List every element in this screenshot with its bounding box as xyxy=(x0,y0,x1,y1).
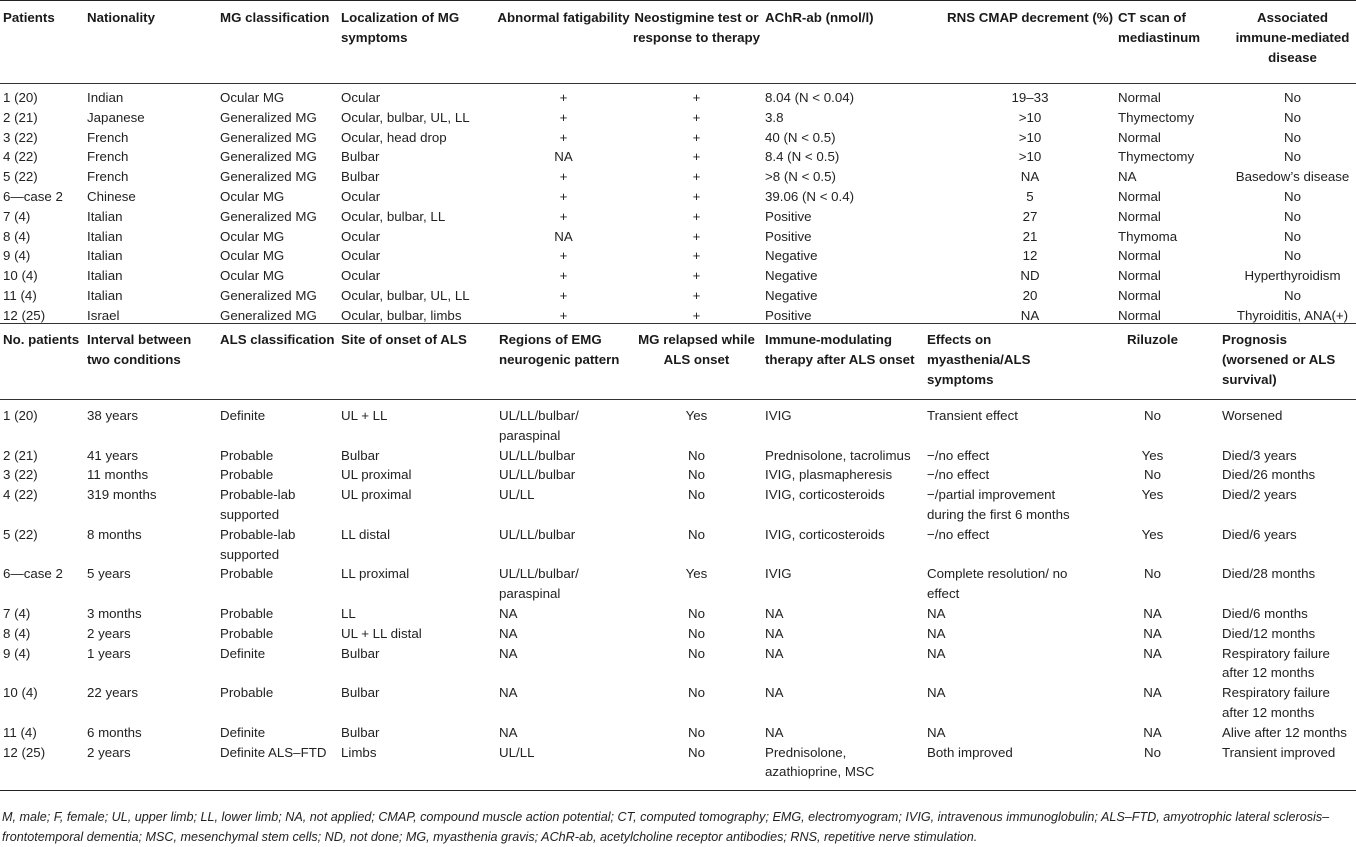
table-cell: >8 (N < 0.5) xyxy=(765,169,836,185)
table-cell: 8.4 (N < 0.5) xyxy=(765,149,840,165)
table-cell: 2 years xyxy=(84,743,217,791)
table-cell: Italian xyxy=(87,287,123,303)
table-row xyxy=(0,207,1356,227)
table-cell: Probable-lab supported xyxy=(220,487,296,522)
table-cell: + xyxy=(692,109,701,125)
table-row xyxy=(0,485,1356,525)
table-cell: 4 (22) xyxy=(3,487,38,503)
table-cell: LL distal xyxy=(341,526,391,542)
table-cell: Japanese xyxy=(87,109,145,125)
table-cell: NA xyxy=(765,724,784,740)
table-cell: No xyxy=(688,467,705,483)
table-cell: Generalized MG xyxy=(220,169,317,185)
table-cell: −/no effect xyxy=(927,447,990,463)
table-cell: Bulbar xyxy=(341,724,380,740)
table-cell: 3 (22) xyxy=(3,129,38,145)
table-cell: NA xyxy=(927,645,946,661)
table-cell: Yes xyxy=(685,566,708,582)
table-cell: 1 (20) xyxy=(3,90,38,105)
table-cell: Normal xyxy=(1118,248,1161,264)
table-row xyxy=(0,147,1356,167)
header-cell: Regions of EMG neurogenic pattern xyxy=(496,324,631,400)
table-cell: Italian xyxy=(87,228,123,244)
table-cell: NA xyxy=(765,625,784,641)
table-cell: 11 (4) xyxy=(3,724,37,740)
table-row xyxy=(0,108,1356,128)
table-cell: Normal xyxy=(1118,90,1161,105)
table-cell: 38 years xyxy=(87,408,138,423)
table-cell: Ocular xyxy=(341,90,381,105)
header-cell: Immune-modulating therapy after ALS onset xyxy=(762,324,924,400)
table-cell: + xyxy=(559,188,568,204)
header-cell: Neostigmine test or response to therapy xyxy=(631,1,762,84)
table-cell: + xyxy=(559,307,568,323)
als-characteristics-table xyxy=(0,323,1356,791)
table-cell: Ocular, bulbar, LL xyxy=(341,208,446,224)
table-cell: Transient effect xyxy=(927,408,1018,423)
table-cell: Died/3 years xyxy=(1222,447,1297,463)
table-cell: Died/12 months xyxy=(1222,625,1316,641)
table-cell: Bulbar xyxy=(341,169,380,185)
table-cell: + xyxy=(692,248,701,264)
table-cell: 8 months xyxy=(87,526,142,542)
table-cell: French xyxy=(87,169,129,185)
table-cell: + xyxy=(559,129,568,145)
table-cell: 319 months xyxy=(87,487,157,503)
table-cell: 8 (4) xyxy=(3,625,31,641)
table-cell: Probable xyxy=(220,566,274,582)
table-cell: Worsened xyxy=(1222,408,1283,423)
table-cell: No xyxy=(1284,109,1301,125)
table-cell: −/partial improvement during the first 6 months xyxy=(927,487,1070,522)
table-row xyxy=(0,84,1356,108)
table-cell: + xyxy=(692,169,701,185)
table-cell: + xyxy=(692,228,701,244)
header-cell: Patients xyxy=(0,1,84,84)
table-cell: 1 years xyxy=(87,645,131,661)
table-cell: Negative xyxy=(765,248,818,264)
table-footnote: M, male; F, female; UL, upper limb; LL, lower limb; NA, not applied; CMAP, compound muscle action potential; CT, computed tomography; EMG, electromyogram; IVIG, intravenous immunoglobulin; ALS–FTD, amyotrophic lateral sclerosis–frontotemporal dementia; MSC, mesenchymal stem cells; ND, not done; MG, myasthenia gravis; AChR-ab, acetylcholine receptor antibodies; RNS, repetitive nerve stimulation. xyxy=(2,810,1330,844)
header-cell: RNS CMAP decrement (%) xyxy=(945,1,1115,84)
table-cell: NA xyxy=(765,685,784,701)
table-cell: Ocular, head drop xyxy=(341,129,447,145)
table-cell: 6—case 2 xyxy=(3,566,63,582)
header-cell: Site of onset of ALS xyxy=(338,324,496,400)
table-cell: 12 xyxy=(1022,248,1038,264)
table-cell: French xyxy=(87,149,129,165)
table-cell: Normal xyxy=(1118,307,1161,323)
table-cell: >10 xyxy=(1018,149,1042,165)
table-cell: 9 (4) xyxy=(3,248,31,264)
table-cell: 12 (25) xyxy=(3,307,46,323)
table-cell: NA xyxy=(927,625,946,641)
table-cell: Normal xyxy=(1118,129,1161,145)
table-cell: No xyxy=(1086,743,1219,791)
table-cell: 39.06 (N < 0.4) xyxy=(765,188,855,204)
table-cell: Died/6 months xyxy=(1222,605,1308,621)
table-cell: 7 (4) xyxy=(3,605,31,621)
table-cell: Died/28 months xyxy=(1222,566,1316,582)
table-cell: Yes xyxy=(1141,526,1164,542)
table-cell: NA xyxy=(499,605,518,621)
table-cell: Alive after 12 months xyxy=(1222,724,1347,740)
table-cell: Bulbar xyxy=(341,149,380,165)
table-row xyxy=(0,683,1356,723)
table-cell: + xyxy=(692,129,701,145)
table-cell: NA xyxy=(499,685,518,701)
table-row xyxy=(0,624,1356,644)
table-cell: 3.8 xyxy=(765,109,784,125)
table-cell: French xyxy=(87,129,129,145)
table-cell: UL/LL xyxy=(499,487,535,503)
table-cell: No xyxy=(1284,129,1301,145)
table-cell: Basedow’s disease xyxy=(1235,169,1350,185)
table-cell: Ocular MG xyxy=(220,248,285,264)
table-cell: Positive xyxy=(765,307,812,323)
table-cell: 3 months xyxy=(87,605,142,621)
table-cell: 4 (22) xyxy=(3,149,38,165)
header-cell: Nationality xyxy=(84,1,217,84)
table-cell: Probable xyxy=(220,467,274,483)
table-cell: Yes xyxy=(1141,487,1164,503)
table-cell: Definite xyxy=(220,724,266,740)
table-cell: Both improved xyxy=(924,743,1086,791)
table-cell: Respiratory failure after 12 months xyxy=(1222,685,1330,720)
table-cell: Ocular, bulbar, UL, LL xyxy=(341,287,470,303)
table-row xyxy=(0,128,1356,148)
table-cell: 5 years xyxy=(87,566,131,582)
table-cell: 19–33 xyxy=(1011,90,1049,105)
table-cell: Respiratory failure after 12 months xyxy=(1222,645,1330,681)
table-row xyxy=(0,743,1356,791)
table-cell: 10 (4) xyxy=(3,685,38,701)
table-cell: No xyxy=(1144,408,1161,423)
table-cell: No xyxy=(1144,566,1161,582)
header-cell: Associated immune-mediated disease xyxy=(1229,1,1356,84)
table-row xyxy=(0,644,1356,684)
table-cell: No xyxy=(688,605,705,621)
table-cell: Generalized MG xyxy=(220,208,317,224)
table-cell: Ocular xyxy=(341,228,381,244)
table-cell: Generalized MG xyxy=(220,129,317,145)
table-cell: Ocular xyxy=(341,188,381,204)
table-cell: IVIG xyxy=(765,566,792,582)
table-row xyxy=(0,246,1356,266)
table-row xyxy=(0,564,1356,604)
table-cell: Died/2 years xyxy=(1222,487,1297,503)
table-cell: Ocular MG xyxy=(220,228,285,244)
table-cell: Died/26 months xyxy=(1222,467,1316,483)
table-cell: Italian xyxy=(87,268,123,284)
table-row xyxy=(0,723,1356,743)
table-cell: 5 xyxy=(1026,188,1034,204)
table-cell: + xyxy=(559,268,568,284)
table-cell: No xyxy=(1284,149,1301,165)
table-cell: 21 xyxy=(1022,228,1038,244)
table-cell: + xyxy=(692,149,701,165)
table-cell: >10 xyxy=(1018,109,1042,125)
table-cell: Bulbar xyxy=(341,645,380,661)
mg-characteristics-table xyxy=(0,0,1356,326)
table-cell: UL/LL xyxy=(496,743,631,791)
table-cell: No xyxy=(688,487,705,503)
header-cell: Prognosis (worsened or ALS survival) xyxy=(1219,324,1356,400)
header-cell: MG relapsed while ALS onset xyxy=(631,324,762,400)
header-cell: MG classification xyxy=(217,1,338,84)
table-cell: Died/6 years xyxy=(1222,526,1297,542)
table-cell: 40 (N < 0.5) xyxy=(765,129,836,145)
table-row xyxy=(0,525,1356,565)
table-cell: Hyperthyroidism xyxy=(1244,268,1341,284)
table-row xyxy=(0,286,1356,306)
table-cell: Positive xyxy=(765,208,812,224)
table-cell: 6 months xyxy=(87,724,142,740)
table-cell: UL + LL distal xyxy=(341,625,422,641)
table-cell: NA xyxy=(1143,724,1162,740)
table-cell: 27 xyxy=(1022,208,1038,224)
header-cell: Effects on myasthenia/ALS symptoms xyxy=(924,324,1086,400)
table-cell: Definite xyxy=(220,645,266,661)
table-cell: UL/LL/bulbar xyxy=(499,526,576,542)
table-cell: No xyxy=(1284,90,1301,105)
table-row xyxy=(0,167,1356,187)
table-cell: Ocular xyxy=(341,248,381,264)
table-cell: + xyxy=(692,188,701,204)
table-cell: Thymectomy xyxy=(1118,109,1195,125)
table-cell: Italian xyxy=(87,248,123,264)
table-cell: 12 (25) xyxy=(0,743,84,791)
table-cell: NA xyxy=(765,605,784,621)
table-cell: No xyxy=(1284,208,1301,224)
table-cell: >10 xyxy=(1018,129,1042,145)
table-cell: 10 (4) xyxy=(3,268,38,284)
table-cell: UL/LL/bulbar/ paraspinal xyxy=(499,566,579,602)
table-cell: + xyxy=(692,268,701,284)
table-cell: Thymectomy xyxy=(1118,149,1195,165)
table-row xyxy=(0,465,1356,485)
table-header-row xyxy=(0,1,1356,84)
table-cell: Ocular MG xyxy=(220,90,285,105)
table-cell: 5 (22) xyxy=(3,526,38,542)
table-cell: Normal xyxy=(1118,268,1161,284)
table-cell: Chinese xyxy=(87,188,136,204)
table-cell: UL/LL/bulbar xyxy=(499,447,576,463)
table-cell: UL proximal xyxy=(341,467,412,483)
table-cell: NA xyxy=(1020,169,1040,185)
table-cell: UL/LL/bulbar/ paraspinal xyxy=(499,408,579,443)
table-cell: 2 (21) xyxy=(3,109,38,125)
table-cell: Definite ALS–FTD xyxy=(217,743,338,791)
table-cell: NA xyxy=(927,724,946,740)
table-cell: Generalized MG xyxy=(220,149,317,165)
table-cell: NA xyxy=(1143,685,1162,701)
table-cell: + xyxy=(692,90,701,105)
table-cell: No xyxy=(631,743,762,791)
table-cell: UL/LL/bulbar xyxy=(499,467,576,483)
table-cell: No xyxy=(1284,248,1301,264)
table-cell: Prednisolone, tacrolimus xyxy=(765,447,911,463)
table-row xyxy=(0,604,1356,624)
table-cell: + xyxy=(559,169,568,185)
table-cell: NA xyxy=(1020,307,1040,323)
table-cell: NA xyxy=(1118,169,1137,185)
header-cell: AChR-ab (nmol/l) xyxy=(762,1,945,84)
table-cell: 9 (4) xyxy=(3,645,31,661)
table-cell: + xyxy=(559,287,568,303)
table-cell: No xyxy=(688,724,705,740)
table-cell: NA xyxy=(765,645,784,661)
table-cell: IVIG, plasmapheresis xyxy=(765,467,893,483)
table-cell: Probable xyxy=(220,605,274,621)
table-cell: NA xyxy=(1143,605,1162,621)
table-cell: NA xyxy=(499,724,518,740)
table-cell: Normal xyxy=(1118,287,1161,303)
table-cell: NA xyxy=(1143,645,1162,661)
table-row xyxy=(0,227,1356,247)
table-cell: NA xyxy=(927,685,946,701)
table-cell: NA xyxy=(554,228,573,244)
table-cell: No xyxy=(1284,287,1301,303)
table-cell: Generalized MG xyxy=(220,287,317,303)
table-cell: 11 months xyxy=(87,467,149,483)
table-cell: 6—case 2 xyxy=(3,188,63,204)
table-cell: Negative xyxy=(765,287,818,303)
table-cell: No xyxy=(688,625,705,641)
table-cell: No xyxy=(688,447,705,463)
table-cell: Transient improved xyxy=(1219,743,1356,791)
table-cell: Prednisolone, azathioprine, MSC xyxy=(762,743,924,791)
table-cell: + xyxy=(692,307,701,323)
table-cell: Generalized MG xyxy=(220,307,317,323)
table-cell: IVIG, corticosteroids xyxy=(765,487,885,503)
table-cell: 11 (4) xyxy=(3,287,37,303)
table-cell: Thyroiditis, ANA(+) xyxy=(1236,307,1349,323)
table-cell: 8.04 (N < 0.04) xyxy=(765,90,855,105)
header-cell: Localization of MG symptoms xyxy=(338,1,496,84)
table-cell: Thymoma xyxy=(1118,228,1178,244)
header-cell: CT scan of mediastinum xyxy=(1115,1,1229,84)
table-row xyxy=(0,187,1356,207)
table-cell: Italian xyxy=(87,208,123,224)
table-cell: 2 (21) xyxy=(3,447,38,463)
table-cell: + xyxy=(559,90,568,105)
table-cell: LL proximal xyxy=(341,566,410,582)
table-cell: 22 years xyxy=(87,685,138,701)
table-cell: 2 years xyxy=(87,625,131,641)
table-cell: Israel xyxy=(87,307,120,323)
table-cell: NA xyxy=(554,149,573,165)
table-cell: + xyxy=(692,208,701,224)
table-cell: 20 xyxy=(1022,287,1038,303)
header-cell: ALS classification xyxy=(217,324,338,400)
table-header-row xyxy=(0,324,1356,400)
header-cell: Interval between two conditions xyxy=(84,324,217,400)
table-cell: Ocular xyxy=(341,268,381,284)
header-cell: Abnormal fatigability xyxy=(496,1,631,84)
table-cell: No xyxy=(688,645,705,661)
table-cell: 5 (22) xyxy=(3,169,38,185)
table-cell: Probable-lab supported xyxy=(220,526,296,562)
table-cell: Ocular MG xyxy=(220,268,285,284)
table-cell: Yes xyxy=(685,408,708,423)
table-cell: Bulbar xyxy=(341,685,380,701)
table-row xyxy=(0,400,1356,446)
table-cell: −/no effect xyxy=(927,467,990,483)
table-cell: No xyxy=(1144,467,1161,483)
table-cell: + xyxy=(692,287,701,303)
table-cell: Generalized MG xyxy=(220,109,317,125)
table-cell: ND xyxy=(1020,268,1040,284)
table-cell: 41 years xyxy=(87,447,138,463)
table-cell: 1 (20) xyxy=(3,408,38,423)
table-cell: + xyxy=(559,248,568,264)
table-cell: Negative xyxy=(765,268,818,284)
table-cell: + xyxy=(559,208,568,224)
table-cell: −/no effect xyxy=(927,526,990,542)
header-cell: No. patients xyxy=(0,324,84,400)
table-cell: Yes xyxy=(1141,447,1164,463)
table-cell: IVIG xyxy=(765,408,792,423)
table-cell: Indian xyxy=(87,90,124,105)
table-cell: Normal xyxy=(1118,208,1161,224)
table-cell: 8 (4) xyxy=(3,228,31,244)
table-cell: Normal xyxy=(1118,188,1161,204)
table-cell: UL + LL xyxy=(341,408,388,423)
table-cell: NA xyxy=(1143,625,1162,641)
header-cell: Riluzole xyxy=(1086,324,1219,400)
table-row xyxy=(0,266,1356,286)
table-cell: Definite xyxy=(220,408,266,423)
table-cell: NA xyxy=(499,645,518,661)
table-cell: Positive xyxy=(765,228,812,244)
table-cell: No xyxy=(688,685,705,701)
table-cell: UL proximal xyxy=(341,487,412,503)
table-cell: No xyxy=(688,526,705,542)
table-cell: Limbs xyxy=(338,743,496,791)
table-cell: Ocular, bulbar, limbs xyxy=(341,307,462,323)
table-cell: LL xyxy=(341,605,356,621)
table-cell: IVIG, corticosteroids xyxy=(765,526,885,542)
table-cell: Probable xyxy=(220,625,274,641)
table-cell: Bulbar xyxy=(341,447,380,463)
table-cell: No xyxy=(1284,188,1301,204)
table-cell: + xyxy=(559,109,568,125)
table-cell: Ocular MG xyxy=(220,188,285,204)
table-row xyxy=(0,446,1356,466)
table-cell: Complete resolution/ no effect xyxy=(927,566,1068,602)
table-cell: 3 (22) xyxy=(3,467,38,483)
table-cell: Probable xyxy=(220,447,274,463)
table-cell: Probable xyxy=(220,685,274,701)
table-cell: No xyxy=(1284,228,1301,244)
table-cell: Ocular, bulbar, UL, LL xyxy=(341,109,470,125)
table-cell: 7 (4) xyxy=(3,208,31,224)
table-cell: NA xyxy=(499,625,518,641)
table-cell: NA xyxy=(927,605,946,621)
